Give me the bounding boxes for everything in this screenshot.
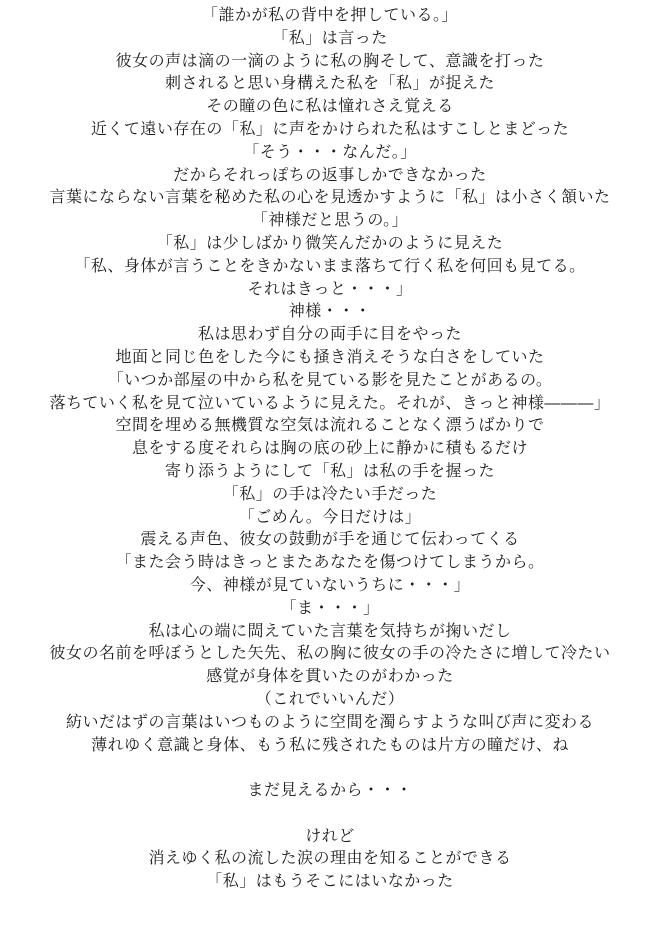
text-line: 彼女の名前を呼ぼうとした矢先、私の胸に彼女の手の冷たさに増して冷たい [49,643,611,663]
text-line: 感覚が身体を貫いたのがわかった [206,666,454,686]
text-line: 「いつか部屋の中から私を見ている影を見たことがあるの。 [107,369,553,389]
blank-line [0,756,660,779]
text-line: それはきっと・・・」 [247,278,413,298]
text-line: 空間を埋める無機質な空気は流れることなく漂うばかりで [115,415,545,435]
text-line: 私は心の端に閊えていた言葉を気持ちが掬いだし [148,620,512,640]
text-line: 「私、身体が言うことをきかないまま落ちて行く私を何回も見てる。 [74,255,586,275]
text-line: 「また会う時はきっとまたあなたを傷つけてしまうから。 [115,552,545,572]
text-line: 言葉にならない言葉を秘めた私の心を見透かすように「私」は小さく頷いた [49,187,611,207]
text-line: 「誰かが私の背中を押している。」 [201,5,458,24]
text-line: 息をする度それらは胸の底の砂上に静かに積もるだけ [131,438,528,458]
text-line: 私は思わず自分の両手に目をやった [197,324,462,344]
text-line: 薄れゆく意識と身体、もう私に残されたものは片方の瞳だけ、ね [91,734,569,754]
text-line: 紡いだはずの言葉はいつものように空間を濁らすような叫び声に変わる [65,711,594,731]
text-line: 彼女の声は滴の一滴のように私の胸そして、意識を打った [115,50,545,70]
text-line: 「私」の手は冷たい手だった [222,483,438,503]
text-line: まだ見えるから・・・ [247,780,413,800]
text-line: けれど [305,825,355,845]
text-line: 今、神様が見ていないうちに・・・」 [189,574,471,594]
text-line: 「私」は少しばかり微笑んだかのように見えた [156,232,504,252]
text-line: その瞳の色に私は憧れさえ覚える [206,96,454,116]
text-line: 「ごめん。今日だけは」 [238,506,422,526]
poem-text [0,4,660,893]
text-line: 震える声色、彼女の鼓動が手を通じて伝わってくる [140,529,520,549]
text-line: 刺されると思い身構えた私を「私」が捉えた [164,73,495,93]
text-line: 落ちていく私を見て泣いているように見えた。それが、きっと神様―――」 [49,392,611,412]
text-line: （これでいいんだ） [255,688,405,708]
text-line: 地面と同じ色をした今にも掻き消えそうな白さをしていた [115,346,545,366]
text-line: 「私」は言った [272,27,388,47]
text-line: 消えゆく私の流した涙の理由を知ることができる [148,848,512,868]
blank-line [0,802,660,825]
text-line: だからそれっぽちの返事しかできなかった [173,164,487,184]
text-line: 寄り添うようにして「私」は私の手を握った [164,460,495,480]
text-line: 近くて遠い存在の「私」に声をかけられた私はすこしとまどった [90,118,570,138]
text-line: 「神様だと思うの。」 [251,210,409,230]
text-line: 「そう・・・なんだ。」 [243,141,417,161]
text-line: 「ま・・・」 [280,597,380,617]
text-line: 「私」はもうそこにはいなかった [206,871,454,891]
text-line: 神様・・・ [288,301,372,321]
